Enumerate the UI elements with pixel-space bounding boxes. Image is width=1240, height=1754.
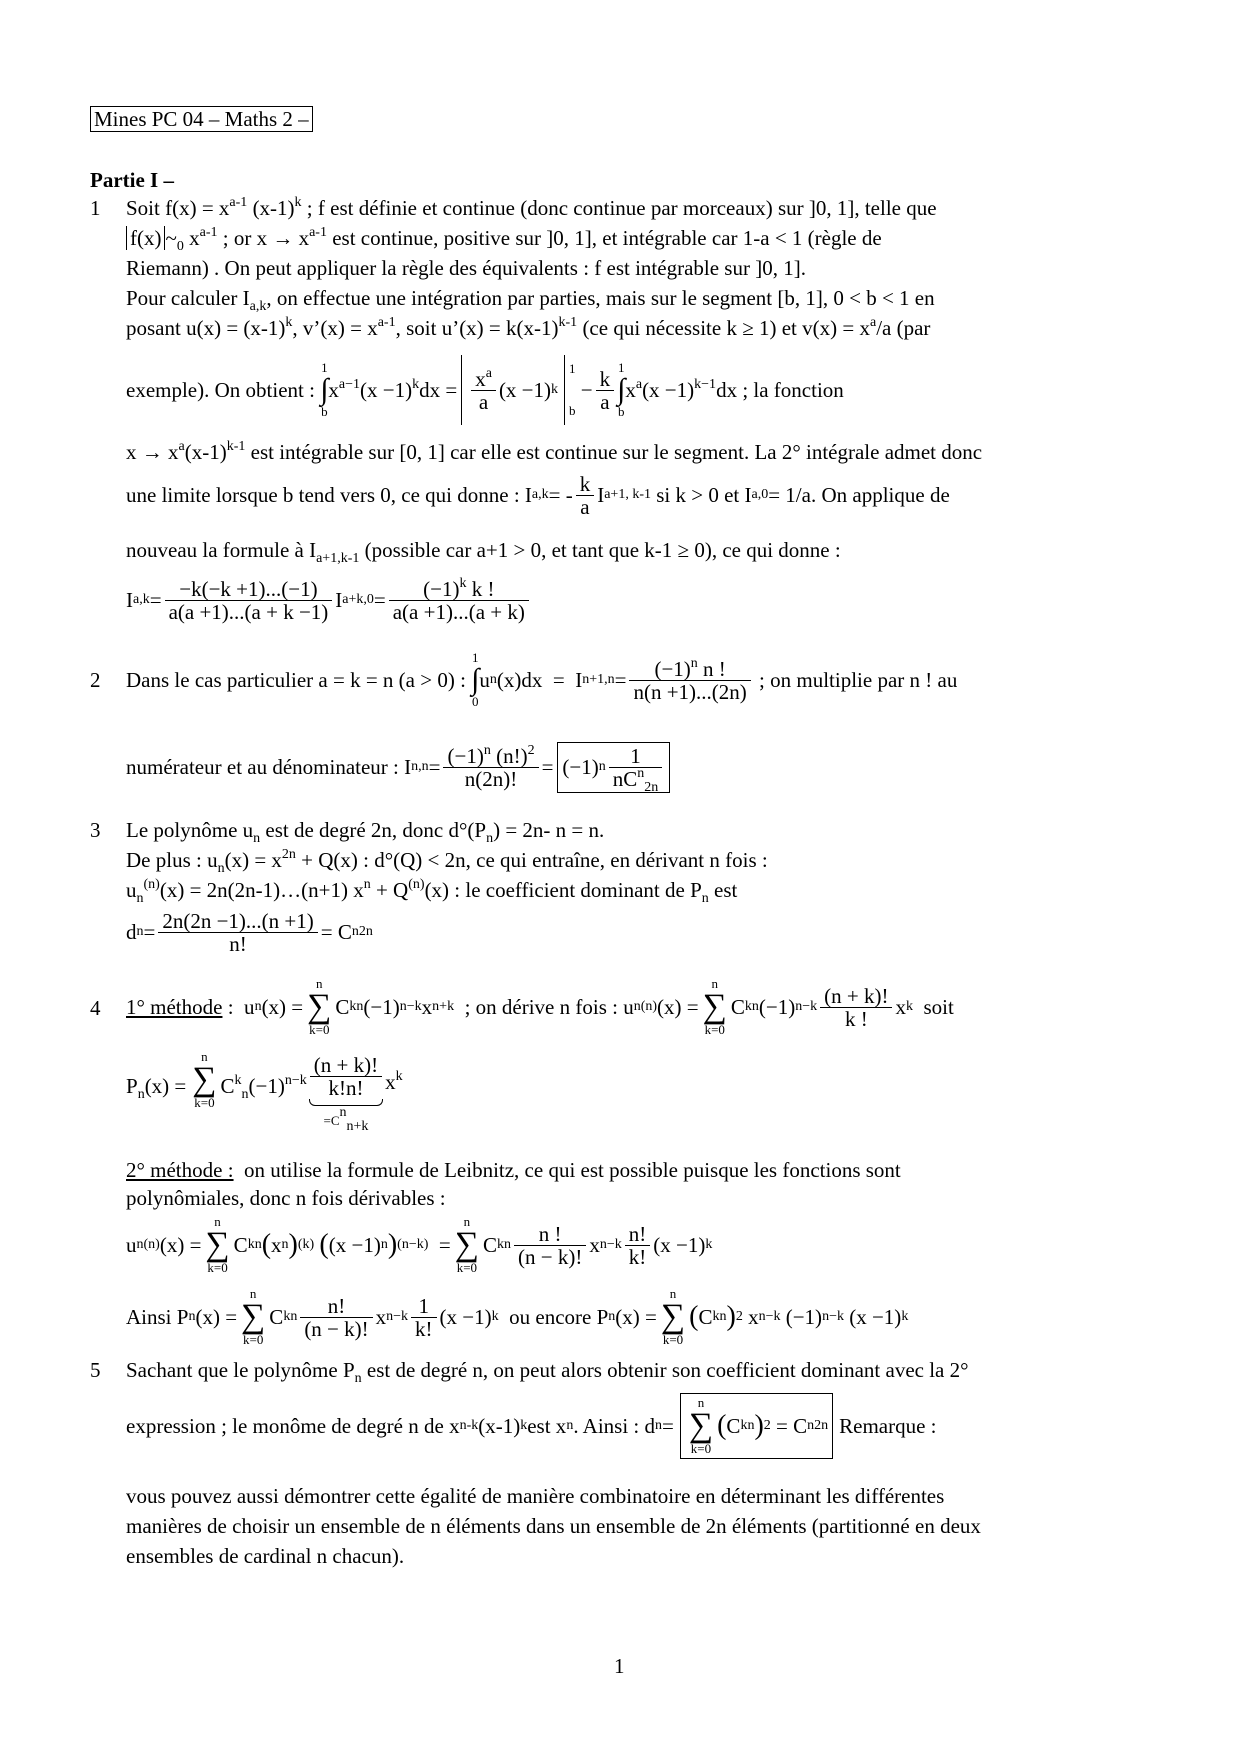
q1-line-3: Riemann) . On peut appliquer la règle des équivalents : f est intégrable sur ]0, 1]. xyxy=(126,256,806,280)
q1-line-5: posant $u(x) = (x-1)^k$, v’(x) = $x^{a-1}$, soit u’(x) = $k(x-1)^{k-1}$ (ce qui nécessite k ≥ 1) et $v(x) = x^a/a$ (par xyxy=(126,315,931,340)
q4-leibniz-formula: u n (n) (x) = n ∑ k=0 C k n ( x n ) (k) ( (x −1) n ) (n−k) = n ∑ k=0 C k n $\frac{n !}{(n - k)!}$ x n−k $\frac{n!}{k!}$ (x −1) k xyxy=(126,1214,713,1275)
q1-line-1: Soit $f(x) = x^{a-1}$ $(x-1)^k$ ; f est définie et continue (donc continue par morceaux) sur ]0, 1], telle que xyxy=(126,195,937,220)
q5-line-4: manières de choisir un ensemble de n éléments dans un ensemble de 2n éléments (partitionné en deux xyxy=(126,1514,981,1538)
question-number-3: 3 xyxy=(90,818,101,842)
q3-line-2: De plus : $u_n(x) = x^{2n} + Q(x)$ : d°(Q) < 2n, ce qui entraîne, en dérivant n fois : xyxy=(126,847,768,876)
q1-line-4: Pour calculer $I_{a,k}$, on effectue une intégration par parties, mais sur le segment [b, 1], 0 < b < 1 en xyxy=(126,286,935,314)
q4-m2-text-1: on utilise la formule de Leibnitz, ce qui est possible puisque les fonctions sont xyxy=(244,1158,901,1182)
q1-line-8: une limite lorsque b tend vers 0, ce qui donne : I a,k = - $\frac{k}{a}$ I a+1, k-1 si k > 0 et I a,0 = 1/a. On applique de xyxy=(126,471,950,519)
q3-line-3: $u_n^{(n)}(x)$ = 2n(2n-1)…(n+1) $x^n + Q^{(n)}(x)$ : le coefficient dominant de $P_n$ est xyxy=(126,877,738,906)
q2-line-2: numérateur et au dénominateur : I n,n = $\frac{(-1)^n (n!)^2}{n(2n)!}$ = (−1) n $\frac{1}{nC^n_{2n}}$ xyxy=(126,730,670,804)
document-header: Mines PC 04 – Maths 2 – xyxy=(90,106,313,132)
q5-boxed-identity: n ∑ k=0 ( C k n ) 2 = C n 2n xyxy=(680,1393,833,1459)
q2-line-1: Dans le cas particulier a = k = n (a > 0) : 1 ∫ 0 u n (x)dx = I n+1,n = $\frac{(-1)^n n !}{n(n +1)...(2n)}$ ; on multiplie par n ! au xyxy=(126,650,958,709)
q5-line-3: vous pouvez aussi démontrer cette égalité de manière combinatoire en déterminant les différentes xyxy=(126,1484,945,1508)
q4-method-1-label: 1° méthode xyxy=(126,995,223,1019)
q1-l6-pre: exemple). On obtient : xyxy=(126,378,315,402)
q1-l6-post: ; la fonction xyxy=(742,378,844,402)
question-number-4: 4 xyxy=(90,996,101,1020)
question-number-2: 2 xyxy=(90,668,101,692)
q1-result-formula: I a,k = $\frac{-k(-k +1)...(-1)}{a(a +1)...(a + k -1)}$ I a+k,0 = $\frac{(-1)^k k !}{a(a +1)...(a + k)}$ xyxy=(126,570,532,630)
q4-soit: soit xyxy=(923,995,954,1019)
integral-sign-2: 1 ∫ b xyxy=(617,360,626,419)
q2-l1-post: ; on multiplie par n ! au xyxy=(759,668,958,692)
q4-method-1-line: 1° méthode : u n (x) = n ∑ k=0 C k n (−1) n−k x n+k ; on dérive n fois : u n (n) (x) = n ∑ k=0 C k n (−1) n−k $\frac{(n + k)!}{k !}$ x k soit xyxy=(126,976,954,1037)
q1-integration-by-parts: exemple). On obtient : 1 ∫ b $x^{a-1}(x -1)^kdx$ = $\frac{x^a}{a}$ (x −1) k 1 b − $\frac{k}{a}$ 1 ∫ b $x^a(x -1)^{k-1}dx$ ; la fonction xyxy=(126,350,844,430)
q3-line-1: Le polynôme $u_n$ est de degré 2n, donc $d^\circ(P_n) = 2n-$ n = n. xyxy=(126,818,605,846)
part-title: Partie I – xyxy=(90,168,174,192)
q4-ainsi: Ainsi xyxy=(126,1305,172,1329)
q4-pn-formula-1: $P_n(x)$ = n ∑ k=0 $C^k_n(-1)^{n-k}$ $\frac{(n + k)!}{k!n!}$ $=C^n_{n+k}$ $x^k$ xyxy=(126,1049,403,1134)
q4-ou-encore: ou encore xyxy=(509,1305,592,1329)
q5-remark: Remarque : xyxy=(839,1414,937,1438)
question-number-1: 1 xyxy=(90,196,101,220)
q3-dominant-coefficient: d n = $\frac{2n(2n -1)...(n +1)}{n!}$ = C n 2n xyxy=(126,908,373,956)
q2-boxed-result: (−1) n $\frac{1}{nC^n_{2n}}$ xyxy=(557,742,670,793)
q4-method-2-line-2: polynômiales, donc n fois dérivables : xyxy=(126,1186,446,1210)
q1-line-7: $x \to x^a(x-1)^{k-1}$ est intégrable sur [0, 1] car elle est continue sur le segment. La 2° intégrale admet donc xyxy=(126,439,983,464)
q4-pn-formulas-2: Ainsi P n (x) = n ∑ k=0 C k n $\frac{n!}{(n - k)!}$ x n−k $\frac{1}{k!}$ (x −1) k ou encore P n (x) = n ∑ k=0 ( C k n ) 2 x n−k (−1) n−k (x −1) k xyxy=(126,1286,909,1347)
q1-line-9: nouveau la formule à $I_{a+1,k-1}$ (possible car a+1 > 0, et tant que k-1 ≥ 0), ce qui donne : xyxy=(126,538,841,566)
q4-method-2-label: 2° méthode : xyxy=(126,1158,234,1182)
page-number: 1 xyxy=(614,1654,625,1678)
q5-line-5: ensembles de cardinal n chacun). xyxy=(126,1544,405,1568)
q4-method-2-line-1 xyxy=(126,1158,901,1182)
q2-l1-pre: Dans le cas particulier a = k = n (a > 0) : xyxy=(126,668,466,692)
q5-line-1: Sachant que le polynôme $P_n$ est de degré n, on peut alors obtenir son coefficient dominant avec la 2° xyxy=(126,1358,969,1386)
q1-line-2: f(x) $\sim_0$ $x^{a-1}$ ; or $x \to x^{a-1}$ est continue, positive sur ]0, 1], et intégrable car 1-a < 1 (règle de xyxy=(126,226,882,250)
q4-m1-post: ; on dérive n fois : xyxy=(464,995,618,1019)
integral-sign: 1 ∫ b xyxy=(320,360,329,419)
question-number-5: 5 xyxy=(90,1358,101,1382)
q5-line-2: expression ; le monôme de degré n de x n-k (x-1) k est x n . Ainsi : d n = n ∑ k=0 ( C k n ) 2 = C n 2n Remarque : xyxy=(126,1388,937,1464)
